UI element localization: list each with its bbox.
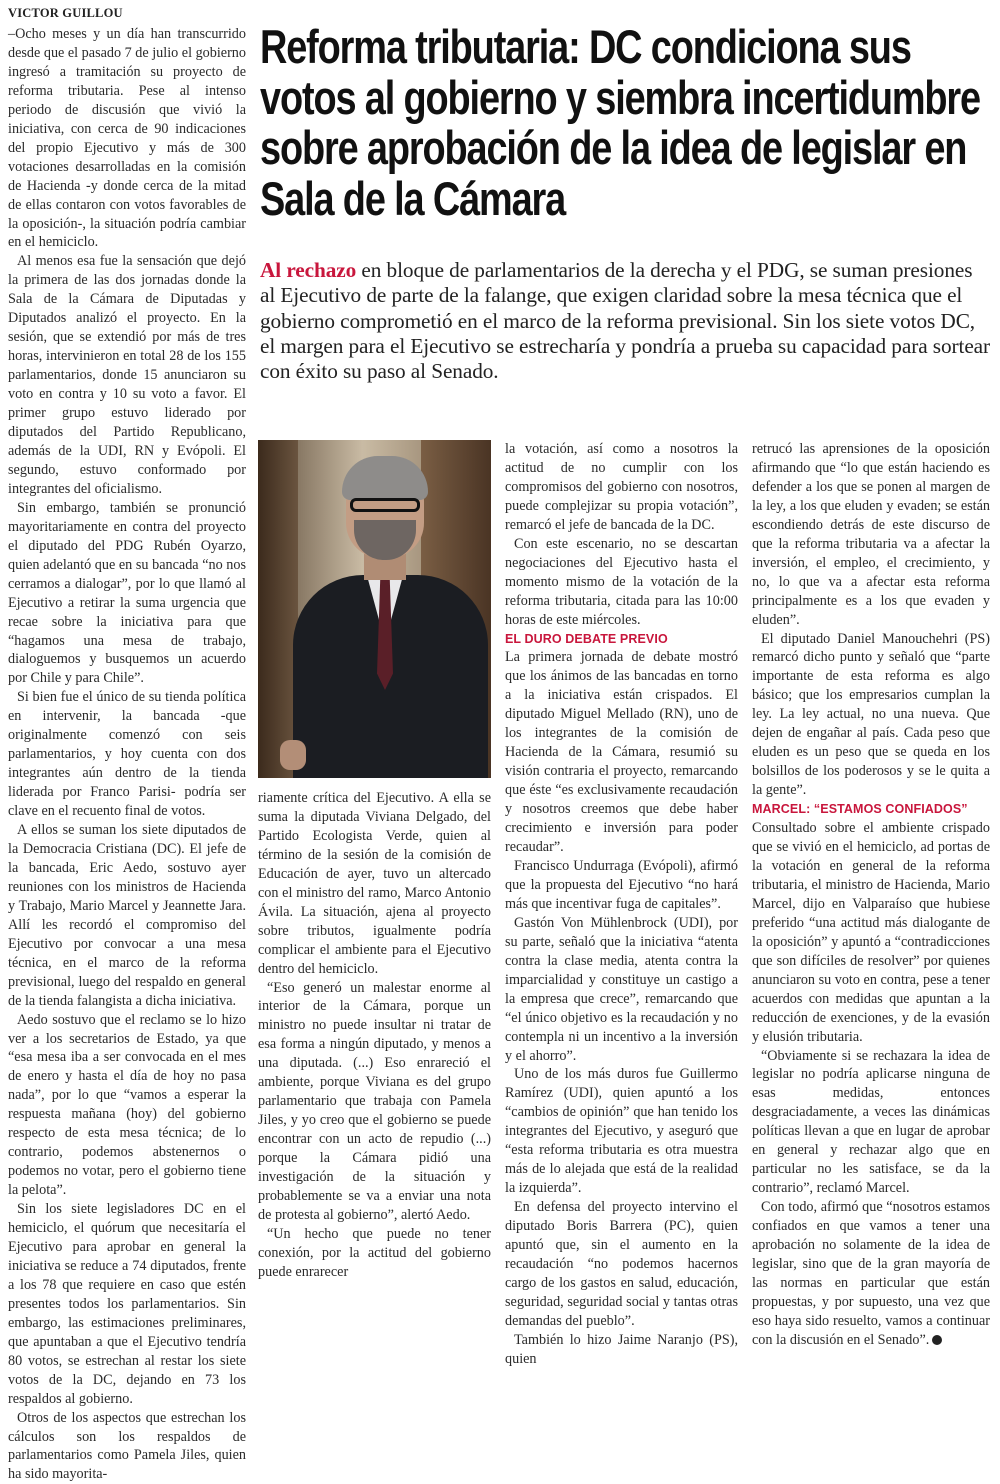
paragraph: Con este escenario, no se descartan negociaciones del Ejecutivo hasta el momento mismo de la votación de la reforma tributaria, citada para las 10:00 horas de este miércoles. [505,535,738,628]
headline: Reforma tributaria: DC condiciona sus votos al gobierno y siembra incertidumbre sobre aprobación de la idea de legislar en Sala de la Cámara [260,20,980,225]
paragraph: retrucó las aprensiones de la oposición afirmando que “lo que están haciendo es defender a los que se ponen al margen de la ley, a los que eluden y evaden; se están escondiendo detrás de este discurso de que la reforma tributaria va a afectar la inversión, el empleo, el crecimiento, y no, lo que va a afectar esta reforma principalmente es a los que evaden y eluden”. [752,441,990,628]
paragraph: Aedo sostuvo que el reclamo se lo hizo ver a los secretarios de Estado, ya que “esa mesa iba a ser convocada en el mes de enero y hasta el día de hoy no pasa nada”, por lo que “vamos a esperar la respuesta mañana (hoy) del gobierno respecto de esta mesa técnica; de lo contrario, podemos abstenernos o podemos no votar, pero el gobierno tiene la pelota”. [8,1011,246,1199]
paragraph: Sin embargo, también se pronunció mayoritariamente en contra del proyecto el diputado del PDG Rubén Oyarzo, quien adelantó que en su bancada “no nos cerramos a dialogar”, por lo que llamó al Ejecutivo a retirar la suma urgencia que recae sobre la iniciativa para que “hagamos una mesa de trabajo, dialoguemos y busquemos un acuerdo por Chile y para Chile”. [8,499,246,687]
paragraph: La primera jornada de debate mostró que los ánimos de las bancadas en torno a la iniciativa están crispados. El diputado Miguel Mellado (RN), uno de los integrantes de la comisión de Hacienda de la Cámara, resumió su visión contraria el proyecto, remarcando que éste “es exclusivamente recaudación y nosotros creemos que debe haber crecimiento e inversión para poder recaudar”. [505,649,738,856]
paragraph: Uno de los más duros fue Guillermo Ramírez (UDI), quien apuntó a los “cambios de opinión” que han tenido los integrantes del Ejecutivo, y aseguró que “esta reforma tributaria es otra muestra más de lo alejada que está de la realidad la izquierda”. [505,1066,738,1197]
photo-door [258,440,298,778]
subheading: EL DURO DEBATE PREVIO [505,631,668,646]
column-3 [505,440,738,1369]
photo-hair [342,456,428,500]
paragraph: El diputado Daniel Manouchehri (PS) remarcó dicho punto y señaló que “parte importante de esta reforma es algo básico; que los empresarios cumplan la ley. La ley actual, no una nueva. Que dejen de engañar al país. Cada peso que eluden es un peso que se queda en los bolsillos de los poderosos y se le quita a la gente”. [752,630,990,799]
photo-minister [258,440,491,778]
paragraph: En defensa del proyecto intervino el diputado Boris Barrera (PC), quien apuntó que, sin el aumento en la recaudación “no podemos hacernos cargo de los gastos en salud, educación, seguridad, seguridad social y tantas otras demandas del pueblo”. [505,1199,738,1329]
photo-glasses [350,498,420,512]
paragraph-text: Con todo, afirmó que “nosotros estamos confiados en que vamos a tener una aprobación no solamente de la idea de legislar, sino que de la gran mayoría de las normas en particular que están propuestas, y por supuesto, una vez que eso haya sido resuelto, vamos a continuar con la discusión en el Senado”. [752,1199,990,1348]
paragraph: Al menos esa fue la sensación que dejó la primera de las dos jornadas donde la Sala de la Cámara de Diputadas y Diputados analizó el proyecto. En la sesión, que se extendió por más de tres horas, intervinieron en total 28 de los 155 parlamentarios, donde 15 anunciaron su voto en contra y 10 su voto a favor. El primer grupo estuvo liderado por diputados del Partido Republicano, además de la UDI, RN y Evópoli. El segundo, estuvo conformado por integrantes del oficialismo. [8,253,246,497]
paragraph: Consultado sobre el ambiente crispado que se vivió en el hemiciclo, ad portas de la votación en general de la reforma tributaria, el ministro de Hacienda, Mario Marcel, dijo en Valparaíso que hubiese preferido “una actitud más dialogante de la oposición” y apuntó a “contradicciones que son difíciles de resolver” por quienes anunciaron su voto en contra, pese a tener acuerdos con medidas que apuntan a la reducción de exenciones, y de la evasión y elusión tributaria. [752,820,990,1045]
paragraph: Gastón Von Mühlenbrock (UDI), por su parte, señaló que la iniciativa “atenta contra la clase media, atenta contra la imparcialidad y constituye un castigo a la empresa que crece”, remarcando que “el único objetivo es la recaudación y no contempla ni un incentivo a la inversión y el ahorro”. [505,914,738,1064]
paragraph: Si bien fue el único de su tienda política en intervenir, la bancada -que originalmente comenzó con seis parlamentarios, y hoy cuenta con dos integrantes aún dentro de la tienda liderada por Franco Parisi- podría ser clave en el recuento final de votos. [8,689,246,820]
dek-lead: Al rechazo [260,258,357,282]
end-of-article-icon [932,1335,942,1345]
paragraph: Otros de los aspectos que estrechan los cálculos son los respaldos de parlamentarios como Pamela Jiles, quien ha sido mayorita- [8,1409,246,1483]
paragraph: la votación, así como a nosotros la actitud de no cumplir con los compromisos del gobierno con nosotros, puede complejizar su propia votación”, remarcó el jefe de bancada de la DC. [505,441,738,533]
column-4 [752,440,990,1350]
photo-hand [280,740,306,770]
paragraph: También lo hizo Jaime Naranjo (PS), quien [505,1331,738,1367]
paragraph: Francisco Undurraga (Evópoli), afirmó que la propuesta del Ejecutivo “no hará más que incentivar fuga de capitales”. [505,857,738,912]
column-2 [258,789,491,1282]
headline-container [260,22,990,232]
paragraph: –Ocho meses y un día han transcurrido desde que el pasado 7 de julio el gobierno ingresó a tramitación su proyecto de reforma tributaria. Pese al intenso periodo de discusión que vivió la iniciativa, con cerca de 90 indicaciones del propio Ejecutivo y más de 300 votaciones desarrolladas en la comisión de Hacienda -y donde cerca de la mitad de ellas contaron con votos favorables de la oposición-, la situación podría cambiar en el hemiciclo. [8,26,246,251]
paragraph: A ellos se suman los siete diputados de la Democracia Cristiana (DC). El jefe de la bancada, Eric Aedo, sostuvo ayer reuniones con los ministros de Hacienda y Trabajo, Mario Marcel y Jeannette Jara. Allí les recordó el compromiso del Ejecutivo por convocar a una mesa técnica, en el marco de la reforma previsional, luego del respaldo en general de la tienda falangista a dicha iniciativa. [8,822,246,1009]
dek [260,258,992,384]
subheading: MARCEL: “ESTAMOS CONFIADOS” [752,802,968,817]
paragraph-last [752,1198,990,1350]
paragraph: “Obviamente si se rechazara la idea de legislar no podría aplicarse ninguna de esas medidas, entonces desgraciadamente, a veces las dinámicas políticas llevan a que en lugar de aprobar en general y rechazar algo que en particular no les satisface, se da la contrario”, reclamó Marcel. [752,1047,990,1197]
column-1 [8,25,246,1484]
byline: VICTOR GUILLOU [8,6,123,20]
paragraph: “Un hecho que puede no tener conexión, por la actitud del gobierno puede enrarecer [258,1225,491,1280]
paragraph: Sin los siete legisladores DC en el hemiciclo, el quórum que necesitaría el Ejecutivo para aprobar en general la iniciativa se reduce a 74 diputados, frente a los 78 que requiere en caso que estén presentes todos los parlamentarios. Sin embargo, las estimaciones preliminares, que apuntaban a que el Ejecutivo tendría 80 votos, se estrechan al restar los siete votos de la DC, dejando en 73 los respaldos al gobierno. [8,1201,246,1407]
dek-text: en bloque de parlamentarios de la derecha y el PDG, se suman presiones al Ejecutivo de parte de la falange, que exigen claridad sobre la mesa técnica que el gobierno comprometió en el marco de la reforma previsional. Sin los siete votos DC, el margen para el Ejecutivo se estrecharía y pondría a prueba su capacidad para sortear con éxito su paso al Senado. [260,258,991,384]
paragraph: riamente crítica del Ejecutivo. A ella se suma la diputada Viviana Delgado, del Partido Ecologista Verde, quien al término de la sesión de la comisión de Educación de ayer, tuvo un altercado con el ministro del ramo, Marco Antonio Ávila. La situación, ajena al proyecto sobre tributos, igualmente podría complicar el ambiente para el Ejecutivo dentro del hemiciclo. [258,790,491,977]
paragraph: “Eso generó un malestar enorme al interior de la Cámara, porque un ministro no puede insultar ni tratar de esa forma a ningún diputado, y menos a una diputada. (...) Eso enrareció el ambiente, porque Viviana es del grupo parlamentario que trabaja con Pamela Jiles, y yo creo que el gobierno se puede encontrar con un acto de repudio (...) porque la Cámara pidió una investigación de la situación y probablemente se va a enviar una nota de protesta al gobierno”, alertó Aedo. [258,979,491,1223]
